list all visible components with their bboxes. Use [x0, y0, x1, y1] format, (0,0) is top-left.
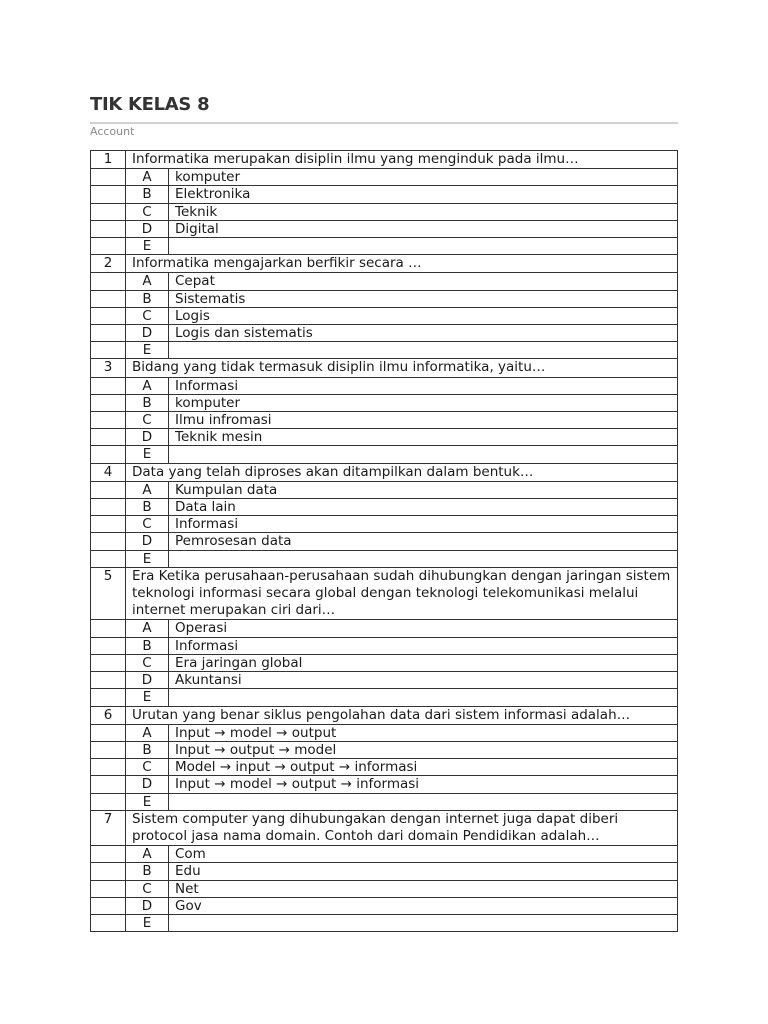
option-spacer-cell — [91, 481, 126, 498]
option-text: Informasi — [169, 637, 678, 654]
option-spacer-cell — [91, 880, 126, 897]
option-letter: D — [126, 776, 169, 793]
option-text: Model → input → output → informasi — [169, 759, 678, 776]
question-text: Informatika merupakan disiplin ilmu yang menginduk pada ilmu… — [126, 151, 678, 169]
option-letter: A — [126, 169, 169, 186]
option-letter: B — [126, 290, 169, 307]
option-letter: C — [126, 516, 169, 533]
question-row — [91, 255, 678, 273]
question-number: 5 — [91, 567, 126, 620]
question-text: Era Ketika perusahaan-perusahaan sudah dihubungkan dengan jaringan sistem teknologi informasi secara global dengan teknologi telekomunikasi melalui internet merupakan ciri dari… — [126, 567, 678, 620]
question-text: Bidang yang tidak termasuk disiplin ilmu informatika, yaitu… — [126, 359, 678, 377]
option-text: Logis — [169, 307, 678, 324]
option-letter: D — [126, 533, 169, 550]
option-row — [91, 550, 678, 567]
option-spacer-cell — [91, 325, 126, 342]
option-text: Logis dan sistematis — [169, 325, 678, 342]
option-text: Informasi — [169, 377, 678, 394]
option-letter: A — [126, 481, 169, 498]
option-row — [91, 394, 678, 411]
option-row — [91, 793, 678, 810]
option-text — [169, 550, 678, 567]
option-text: Pemrosesan data — [169, 533, 678, 550]
option-text: Input → model → output — [169, 724, 678, 741]
option-spacer-cell — [91, 412, 126, 429]
option-row — [91, 880, 678, 897]
option-text: Era jaringan global — [169, 654, 678, 671]
option-text: Digital — [169, 220, 678, 237]
option-text: Com — [169, 846, 678, 863]
option-spacer-cell — [91, 186, 126, 203]
question-number: 3 — [91, 359, 126, 377]
option-row — [91, 238, 678, 255]
option-spacer-cell — [91, 516, 126, 533]
option-row — [91, 914, 678, 931]
option-letter: E — [126, 238, 169, 255]
option-letter: B — [126, 863, 169, 880]
option-text: komputer — [169, 169, 678, 186]
question-number: 2 — [91, 255, 126, 273]
option-spacer-cell — [91, 897, 126, 914]
option-row — [91, 412, 678, 429]
option-row — [91, 325, 678, 342]
option-letter: C — [126, 307, 169, 324]
question-row — [91, 810, 678, 845]
option-letter: B — [126, 186, 169, 203]
page-title: TIK KELAS 8 — [90, 94, 210, 115]
option-letter: C — [126, 203, 169, 220]
option-letter: D — [126, 220, 169, 237]
option-text: Teknik — [169, 203, 678, 220]
option-spacer-cell — [91, 533, 126, 550]
option-letter: D — [126, 672, 169, 689]
option-spacer-cell — [91, 914, 126, 931]
option-row — [91, 446, 678, 463]
option-row — [91, 863, 678, 880]
option-spacer-cell — [91, 793, 126, 810]
option-letter: A — [126, 620, 169, 637]
option-spacer-cell — [91, 273, 126, 290]
option-letter: E — [126, 446, 169, 463]
question-text: Informatika mengajarkan berfikir secara … — [126, 255, 678, 273]
option-row — [91, 759, 678, 776]
option-spacer-cell — [91, 429, 126, 446]
option-text: Elektronika — [169, 186, 678, 203]
option-letter: A — [126, 377, 169, 394]
option-text — [169, 689, 678, 706]
option-row — [91, 481, 678, 498]
quiz-table — [90, 150, 678, 932]
option-text: Gov — [169, 897, 678, 914]
option-row — [91, 307, 678, 324]
option-spacer-cell — [91, 203, 126, 220]
option-spacer-cell — [91, 290, 126, 307]
option-row — [91, 169, 678, 186]
option-text — [169, 238, 678, 255]
option-row — [91, 342, 678, 359]
option-row — [91, 724, 678, 741]
option-row — [91, 620, 678, 637]
quiz-table-body — [91, 151, 678, 932]
question-row — [91, 151, 678, 169]
option-text: Net — [169, 880, 678, 897]
option-text: Ilmu infromasi — [169, 412, 678, 429]
option-text: Kumpulan data — [169, 481, 678, 498]
option-letter: C — [126, 880, 169, 897]
option-letter: D — [126, 325, 169, 342]
option-text — [169, 914, 678, 931]
option-spacer-cell — [91, 846, 126, 863]
question-row — [91, 463, 678, 481]
option-spacer-cell — [91, 654, 126, 671]
option-row — [91, 776, 678, 793]
option-spacer-cell — [91, 620, 126, 637]
option-row — [91, 499, 678, 516]
option-letter: E — [126, 550, 169, 567]
question-number: 4 — [91, 463, 126, 481]
option-row — [91, 203, 678, 220]
option-row — [91, 429, 678, 446]
question-number: 7 — [91, 810, 126, 845]
option-spacer-cell — [91, 741, 126, 758]
option-text — [169, 342, 678, 359]
option-spacer-cell — [91, 220, 126, 237]
option-text: Operasi — [169, 620, 678, 637]
option-text: Teknik mesin — [169, 429, 678, 446]
option-text: Cepat — [169, 273, 678, 290]
option-row — [91, 637, 678, 654]
option-row — [91, 516, 678, 533]
option-spacer-cell — [91, 169, 126, 186]
option-spacer-cell — [91, 672, 126, 689]
option-row — [91, 654, 678, 671]
option-row — [91, 186, 678, 203]
option-spacer-cell — [91, 342, 126, 359]
option-letter: D — [126, 897, 169, 914]
option-row — [91, 290, 678, 307]
option-text: Informasi — [169, 516, 678, 533]
option-letter: A — [126, 846, 169, 863]
option-letter: E — [126, 689, 169, 706]
option-text — [169, 793, 678, 810]
option-spacer-cell — [91, 394, 126, 411]
option-text: Data lain — [169, 499, 678, 516]
option-row — [91, 846, 678, 863]
account-label: Account — [90, 125, 135, 138]
option-letter: E — [126, 342, 169, 359]
option-spacer-cell — [91, 550, 126, 567]
question-row — [91, 359, 678, 377]
option-text: Input → model → output → informasi — [169, 776, 678, 793]
option-spacer-cell — [91, 776, 126, 793]
option-letter: C — [126, 654, 169, 671]
option-letter: E — [126, 793, 169, 810]
option-row — [91, 897, 678, 914]
option-letter: E — [126, 914, 169, 931]
option-row — [91, 273, 678, 290]
question-number: 6 — [91, 706, 126, 724]
option-letter: C — [126, 759, 169, 776]
option-text: Input → output → model — [169, 741, 678, 758]
question-number: 1 — [91, 151, 126, 169]
option-row — [91, 689, 678, 706]
option-text — [169, 446, 678, 463]
option-spacer-cell — [91, 238, 126, 255]
option-row — [91, 533, 678, 550]
option-text: Akuntansi — [169, 672, 678, 689]
option-letter: B — [126, 637, 169, 654]
option-row — [91, 220, 678, 237]
option-letter: D — [126, 429, 169, 446]
question-text: Sistem computer yang dihubungakan dengan internet juga dapat diberi protocol jasa nama domain. Contoh dari domain Pendidikan adalah… — [126, 810, 678, 845]
option-row — [91, 672, 678, 689]
option-text: komputer — [169, 394, 678, 411]
option-spacer-cell — [91, 637, 126, 654]
question-row — [91, 706, 678, 724]
question-text: Urutan yang benar siklus pengolahan data dari sistem informasi adalah… — [126, 706, 678, 724]
option-row — [91, 377, 678, 394]
question-row — [91, 567, 678, 620]
option-row — [91, 741, 678, 758]
option-text: Sistematis — [169, 290, 678, 307]
option-spacer-cell — [91, 759, 126, 776]
option-letter: B — [126, 741, 169, 758]
option-letter: B — [126, 394, 169, 411]
option-letter: B — [126, 499, 169, 516]
option-spacer-cell — [91, 724, 126, 741]
title-divider — [90, 122, 678, 124]
option-spacer-cell — [91, 499, 126, 516]
option-letter: C — [126, 412, 169, 429]
question-text: Data yang telah diproses akan ditampilkan dalam bentuk… — [126, 463, 678, 481]
option-text: Edu — [169, 863, 678, 880]
option-letter: A — [126, 724, 169, 741]
option-spacer-cell — [91, 689, 126, 706]
option-spacer-cell — [91, 863, 126, 880]
option-spacer-cell — [91, 307, 126, 324]
option-letter: A — [126, 273, 169, 290]
option-spacer-cell — [91, 377, 126, 394]
option-spacer-cell — [91, 446, 126, 463]
